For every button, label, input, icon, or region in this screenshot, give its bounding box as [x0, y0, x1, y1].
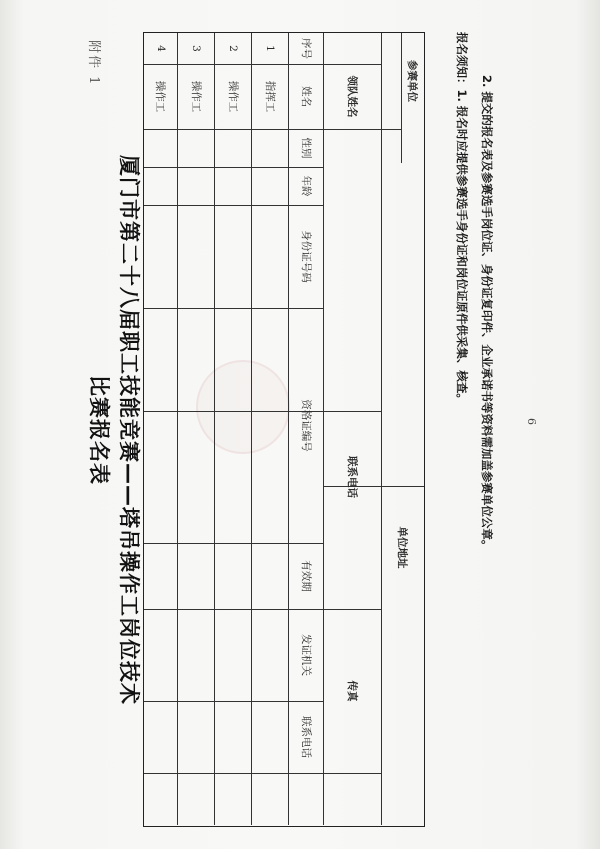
row-3-role: 操作工 — [190, 80, 202, 113]
unit-label: 参赛单位 — [406, 60, 419, 102]
col-header-age: 年龄 — [300, 175, 312, 197]
row-4-index: 4 — [155, 45, 167, 52]
page-number: 6 — [525, 418, 538, 425]
row-3-index: 3 — [190, 45, 203, 52]
leader-label: 领队姓名 — [346, 75, 359, 118]
contact-phone-label: 联系电话 — [346, 456, 359, 498]
row-2-role: 操作工 — [227, 80, 239, 113]
row-2-index: 2 — [227, 45, 240, 52]
registration-note-1: 报名须知：1. 报名时应提供参赛选手身份证和岗位证原件供采集、核查。 — [455, 32, 469, 405]
col-header-cert-number: 资格证编号 — [300, 399, 312, 452]
form-title: 厦门市第二十八届职工技能竞赛——塔吊操作工岗位技术比赛报名表 — [87, 155, 141, 705]
registration-table — [143, 32, 425, 827]
col-header-gender: 性别 — [300, 137, 312, 159]
col-header-phone: 联系电话 — [300, 716, 312, 758]
row-4-role: 操作工 — [154, 80, 167, 113]
attachment-label: 附件 1 — [86, 40, 101, 87]
fax-label: 传真 — [346, 680, 359, 702]
unit-address-label: 单位地址 — [396, 526, 409, 569]
row-1-role: 指挥工 — [264, 80, 276, 113]
row-1-index: 1 — [264, 45, 277, 52]
col-header-issuer: 发证机关 — [300, 634, 312, 676]
col-header-index: 序号 — [300, 38, 312, 59]
col-header-id-number: 身份证号码 — [300, 230, 312, 283]
registration-note-2: 2. 提交的报名表及参赛选手岗位证、身份证复印件、企业承诺书等资料需加盖参赛单位公章。 — [480, 75, 494, 552]
col-header-name: 姓名 — [300, 86, 312, 107]
col-header-validity: 有效期 — [300, 560, 312, 592]
